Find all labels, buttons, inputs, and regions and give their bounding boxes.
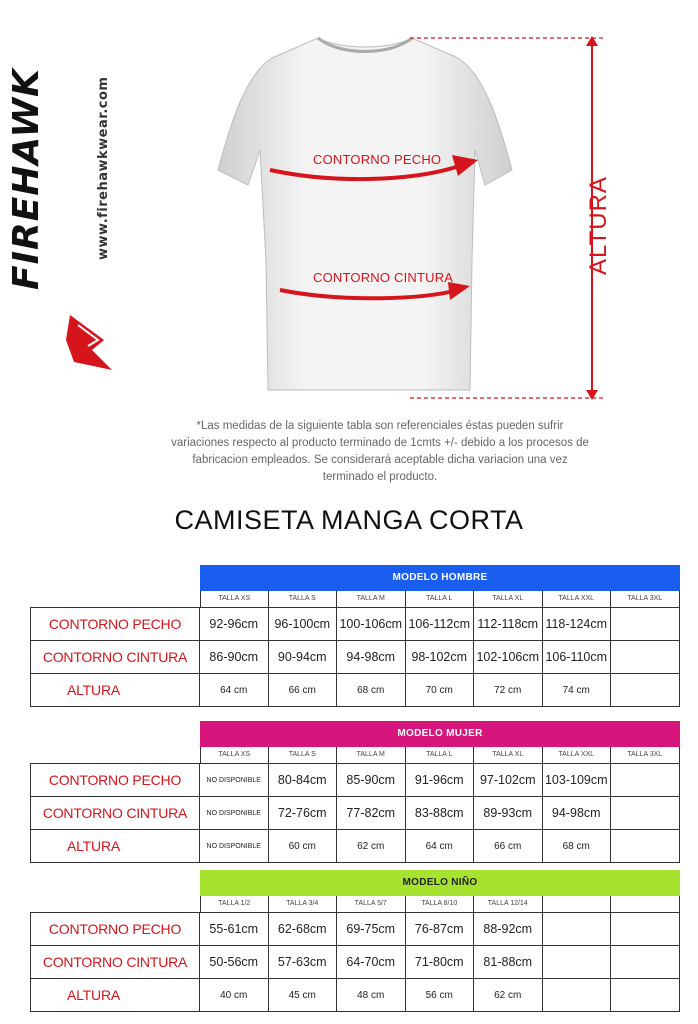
table-cell: 102-106cm (474, 641, 543, 673)
size-header-cell: TALLA 3/4 (269, 896, 338, 912)
table-cell: 97-102cm (474, 764, 543, 796)
table-cell: 70 cm (406, 674, 475, 706)
table-cell: 76-87cm (406, 913, 475, 945)
size-header-cell: TALLA S (269, 591, 338, 607)
size-header-cell: TALLA S (269, 747, 338, 763)
table-cell (611, 674, 680, 706)
table-cell: 64-70cm (337, 946, 406, 978)
table-cell: 62 cm (337, 830, 406, 862)
table-nino (30, 870, 680, 1020)
size-header-cell (543, 896, 612, 912)
size-header-cell: TALLA 3XL (611, 747, 680, 763)
table-cell: 94-98cm (337, 641, 406, 673)
table-cell: 85-90cm (337, 764, 406, 796)
table-row (30, 978, 680, 1012)
row-label: ALTURA (30, 830, 200, 862)
table-cell (611, 979, 680, 1011)
table-cell: 112-118cm (474, 608, 543, 640)
brand-url: www.firehawkwear.com (96, 76, 111, 260)
table-hombre (30, 565, 680, 715)
table-cell (543, 979, 612, 1011)
size-header-cell: TALLA L (406, 591, 475, 607)
table-cell (543, 946, 612, 978)
table-cell: 71-80cm (406, 946, 475, 978)
table-cell: 68 cm (337, 674, 406, 706)
table-cell: 45 cm (269, 979, 338, 1011)
table-cell: 57-63cm (269, 946, 338, 978)
table-cell: 55-61cm (200, 913, 269, 945)
table-cell (611, 946, 680, 978)
size-header-cell (611, 896, 680, 912)
table-cell: 90-94cm (269, 641, 338, 673)
row-label: CONTORNO PECHO (30, 608, 200, 640)
table-cell: 74 cm (543, 674, 612, 706)
table-cell: 106-110cm (543, 641, 612, 673)
size-header-cell: TALLA XS (200, 747, 269, 763)
table-cell (611, 641, 680, 673)
row-label: CONTORNO CINTURA (30, 946, 200, 978)
table-row (30, 640, 680, 673)
size-header-cell: TALLA L (406, 747, 475, 763)
size-header-cell: TALLA XXL (543, 747, 612, 763)
table-row (30, 763, 680, 796)
table-cell: NO DISPONIBLE (200, 830, 269, 862)
table-row (30, 607, 680, 640)
size-header-cell: TALLA XL (474, 591, 543, 607)
table-cell: 91-96cm (406, 764, 475, 796)
size-header-cell: TALLA 8/10 (406, 896, 475, 912)
size-header-cell: TALLA M (337, 591, 406, 607)
table-title-mujer: MODELO MUJER (200, 721, 680, 747)
size-header-cell: TALLA 3XL (611, 591, 680, 607)
row-label: CONTORNO CINTURA (30, 797, 200, 829)
table-row (30, 945, 680, 978)
table-cell: 80-84cm (269, 764, 338, 796)
size-header-row (200, 591, 680, 607)
size-header-cell: TALLA XS (200, 591, 269, 607)
height-label: ALTURA (585, 176, 612, 275)
table-cell: NO DISPONIBLE (200, 764, 269, 796)
table-cell: 72 cm (474, 674, 543, 706)
size-header-cell: TALLA M (337, 747, 406, 763)
row-label: CONTORNO PECHO (30, 913, 200, 945)
table-title-nino: MODELO NIÑO (200, 870, 680, 896)
table-cell (543, 913, 612, 945)
table-cell (611, 830, 680, 862)
row-label: ALTURA (30, 674, 200, 706)
chest-label: CONTORNO PECHO (313, 152, 442, 167)
table-cell: 60 cm (269, 830, 338, 862)
table-title-hombre: MODELO HOMBRE (200, 565, 680, 591)
table-row (30, 912, 680, 945)
table-cell: 100-106cm (337, 608, 406, 640)
table-cell: 40 cm (200, 979, 269, 1011)
table-cell (611, 913, 680, 945)
table-cell: 118-124cm (543, 608, 612, 640)
size-header-cell: TALLA 5/7 (337, 896, 406, 912)
table-cell: 88-92cm (474, 913, 543, 945)
table-row (30, 673, 680, 707)
table-cell: 62-68cm (269, 913, 338, 945)
table-cell: NO DISPONIBLE (200, 797, 269, 829)
table-cell: 64 cm (406, 830, 475, 862)
table-cell: 66 cm (269, 674, 338, 706)
row-label: CONTORNO CINTURA (30, 641, 200, 673)
table-cell: 68 cm (543, 830, 612, 862)
brand-name: FIREHAWK (6, 68, 47, 290)
table-cell: 66 cm (474, 830, 543, 862)
table-cell: 94-98cm (543, 797, 612, 829)
table-cell: 103-109cm (543, 764, 612, 796)
table-cell (611, 797, 680, 829)
table-mujer (30, 721, 680, 871)
table-cell: 92-96cm (200, 608, 269, 640)
row-label: CONTORNO PECHO (30, 764, 200, 796)
size-header-cell: TALLA 12/14 (474, 896, 543, 912)
page-title: CAMISETA MANGA CORTA (174, 505, 524, 535)
size-header-row (200, 747, 680, 763)
table-cell (611, 764, 680, 796)
table-cell: 81-88cm (474, 946, 543, 978)
table-cell: 62 cm (474, 979, 543, 1011)
table-cell: 106-112cm (406, 608, 475, 640)
table-cell: 83-88cm (406, 797, 475, 829)
table-cell: 48 cm (337, 979, 406, 1011)
table-row (30, 796, 680, 829)
row-label: ALTURA (30, 979, 200, 1011)
disclaimer-note: *Las medidas de la siguiente tabla son referenciales éstas pueden sufrir variaciones respecto al producto terminado de 1cmts +/- debido a los procesos de fabricacion empleados. Se considerará aceptable dicha variacion una vez terminado el producto. (171, 420, 589, 483)
table-cell: 96-100cm (269, 608, 338, 640)
table-cell: 77-82cm (337, 797, 406, 829)
waist-label: CONTORNO CINTURA (313, 270, 454, 285)
table-cell: 98-102cm (406, 641, 475, 673)
table-cell: 72-76cm (269, 797, 338, 829)
table-cell: 69-75cm (337, 913, 406, 945)
size-header-cell: TALLA XXL (543, 591, 612, 607)
size-header-cell: TALLA XL (474, 747, 543, 763)
table-cell: 50-56cm (200, 946, 269, 978)
table-cell: 56 cm (406, 979, 475, 1011)
size-header-cell: TALLA 1/2 (200, 896, 269, 912)
table-cell (611, 608, 680, 640)
size-header-row (200, 896, 680, 912)
table-row (30, 829, 680, 863)
table-cell: 89-93cm (474, 797, 543, 829)
table-cell: 86-90cm (200, 641, 269, 673)
table-cell: 64 cm (200, 674, 269, 706)
